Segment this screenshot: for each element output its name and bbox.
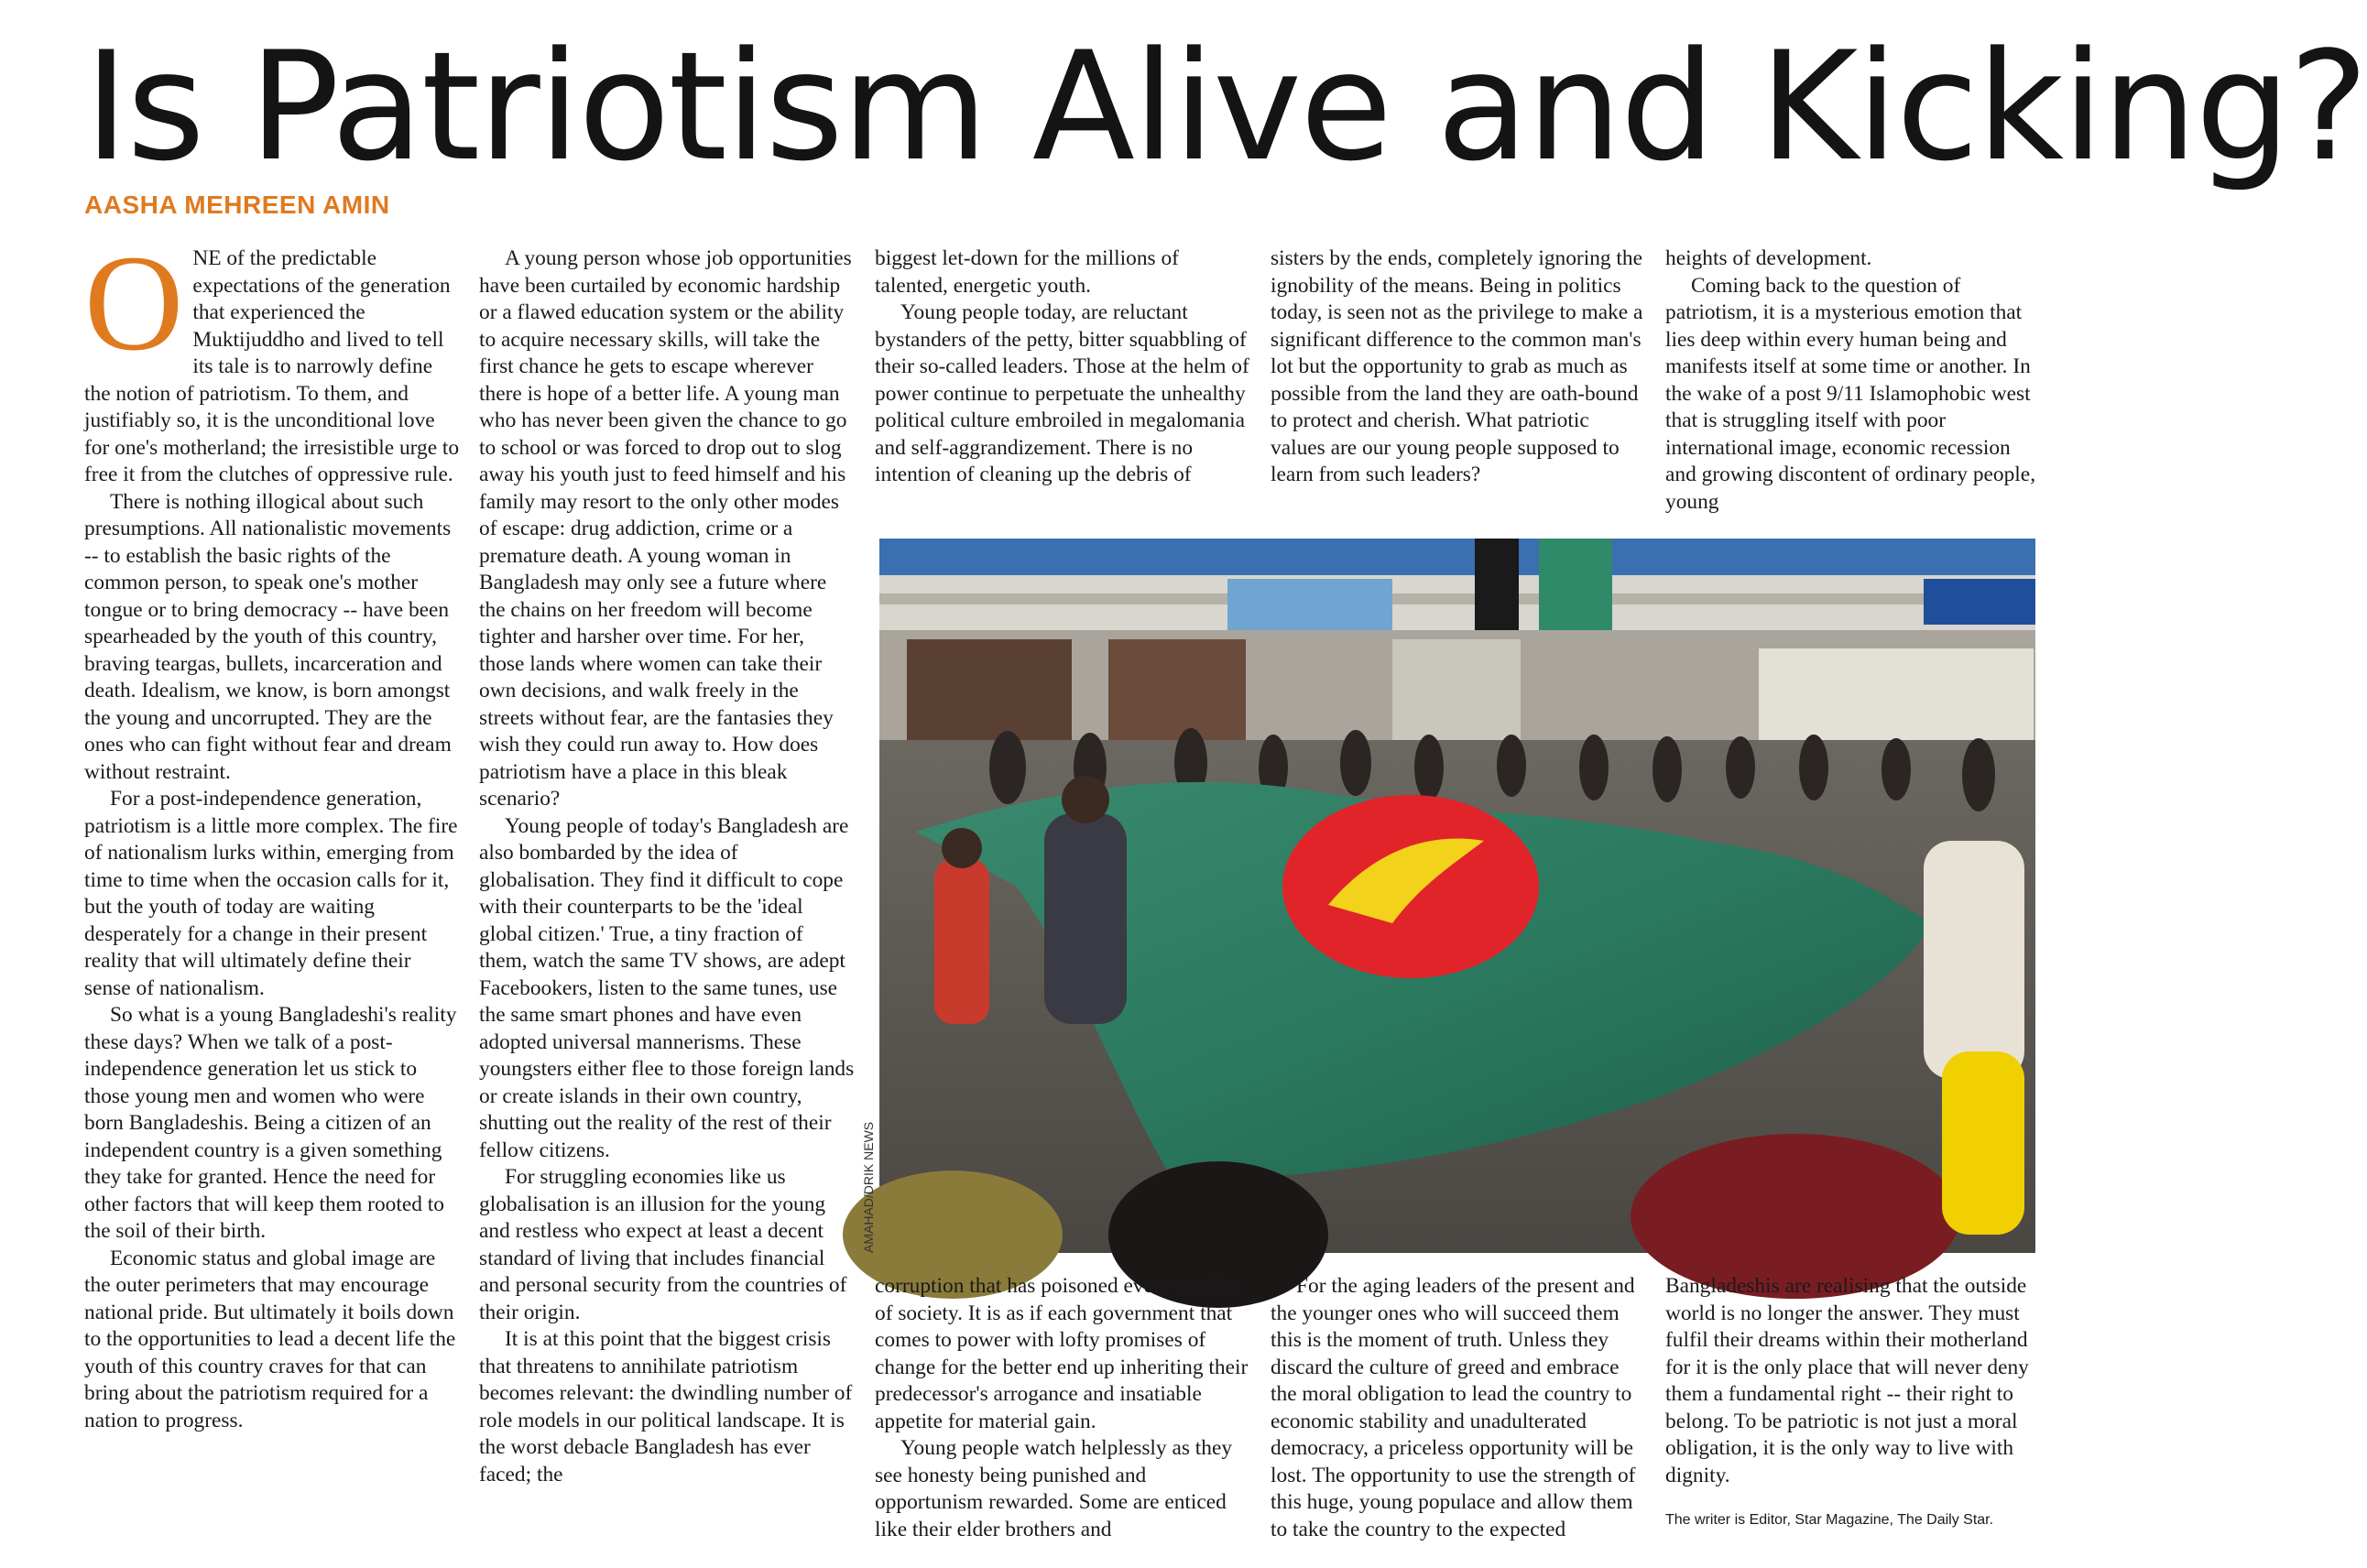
blue-signboard xyxy=(879,539,2035,575)
paragraph: corruption that has poisoned every crevice of society. It is as if each government that comes to power with lofty promises of change for the better end up inheriting their predecessor's arrogance and insatiable appetite for material gain. xyxy=(875,1274,1249,1433)
article-column-5-top xyxy=(1665,245,2043,520)
paragraph: There is nothing illogical about such presumptions. All nationalistic movements -- to establish the basic rights of the common person, to speak one's mother tongue or to bring democracy -- have been spearheaded by the youth of this country, braving teargas, bullets, incarceration and death. Idealism, we know, is born amongst the young and uncorrupted. They are the ones who can fight without fear and dream without restraint. xyxy=(84,489,452,784)
paragraph: biggest let-down for the millions of talented, energetic youth. xyxy=(875,246,1179,298)
paragraph: Young people today, are reluctant bystanders of the petty, bitter squabbling of their so-called leaders. Those at the helm of power continue to perpetuate the unhealthy political culture embroiled in megalomania and self-aggrandizement. There is no intention of cleaning up the debris of xyxy=(875,300,1249,486)
article-column-3-bottom xyxy=(875,1273,1250,1568)
flag-rally-photo xyxy=(879,539,2035,1253)
headline: Is Patriotism Alive and Kicking? xyxy=(84,19,2367,194)
paragraph: ONE of the predictable expectations of the generation that experienced the Muktijuddho and lived to tell its tale is to narrowly define the notion of patriotism. To them, and justifiably so, it is the unconditional love for one's motherland; the irresistible urge to free it from the clutches of oppressive rule. xyxy=(84,227,460,486)
article-column-2 xyxy=(479,245,855,1564)
paragraph: heights of development. xyxy=(1665,246,1872,270)
paragraph: sisters by the ends, completely ignoring the ignobility of the means. Being in politics today, is seen not as the privilege to make a significant difference to the common man's lot but the opportunity to grab as much as possible from the land they are oath-bound to protect and cherish. What patriotic values are our young people supposed to learn from such leaders? xyxy=(1271,246,1643,486)
photo-credit: AMAHAD/DRIK NEWS xyxy=(861,1121,876,1253)
paragraph: For struggling economies like us globalisation is an illusion for the young and restless who expect at least a decent standard of living that includes financial and personal security from the countries of their origin. xyxy=(479,1165,847,1324)
article-column-3-top xyxy=(875,245,1250,520)
paragraph: For the aging leaders of the present and the younger ones who will succeed them this is the moment of truth. Unless they discard the culture of greed and embrace the moral obligation to lead the country to economic stability and unadulterated democracy, a priceless opportunity will be lost. The opportunity to use the strength of this huge, young populace and allow them to take the country to the expected xyxy=(1271,1274,1636,1541)
byline: AASHA MEHREEN AMIN xyxy=(84,191,390,219)
writer-note: The writer is Editor, Star Magazine, The Daily Star. xyxy=(1665,1512,1994,1528)
shop-sign xyxy=(1227,579,1392,636)
paragraph: Young people of today's Bangladesh are also bombarded by the idea of globalisation. They find it difficult to cope with their counterparts to be the 'ideal global citizen.' True, a tiny fraction of them, watch the same TV shows, are adept Facebookers, listen to the same tunes, use the same smart phones and have even adopted universal mannerisms. These youngsters either flee to those foreign lands or create islands in their own country, shutting out the reality of the rest of their fellow citizens. xyxy=(479,813,855,1162)
paragraph: For a post-independence generation, patriotism is a little more complex. The fire of nationalism lurks within, emerging from time to time when the occasion calls for it, but the youth of today are waiting desperately for a change in their present reality that will ultimately define their sense of nationalism. xyxy=(84,787,458,1000)
paragraph: So what is a young Bangladeshi's reality these days? When we talk of a post-independence generation let us stick to those young men and women who were born Bangladeshis. Being a citizen of an independent country is a given something they take for granted. Hence the need for other factors that will keep them rooted to the soil of their birth. xyxy=(84,1003,457,1243)
paragraph: Young people watch helplessly as they see honesty being punished and opportunism rewarded. Some are enticed like their elder brothers and xyxy=(875,1436,1233,1541)
article-column-4-top xyxy=(1271,245,1646,520)
paragraph: Economic status and global image are the outer perimeters that may encourage national pride. But ultimately it boils down to the opportunities to lead a decent life the youth of this country craves for that can bring about the patriotism required for a nation to progress. xyxy=(84,1246,456,1432)
paragraph: A young person whose job opportunities have been curtailed by economic hardship or a flawed education system or the ability to acquire necessary skills, will take the first chance he gets to escape wherever there is hope of a better life. A young man who has never been given the chance to go to school or was forced to drop out to slog away his youth just to feed himself and his family may resort to the only other modes of escape: drug addiction, crime or a premature death. A young woman in Bangladesh may only see a future where the chains on her freedom will become tighter and harsher over time. For her, those lands where women can take their own decisions, and walk freely in the streets without fear, are the fantasies they wish they could run away to. How does patriotism have a place in this bleak scenario? xyxy=(479,246,852,811)
paragraph: It is at this point that the biggest crisis that threatens to annihilate patriotism becomes relevant: the dwindling number of role models in our political landscape. It is the worst debacle Bangladesh has ever faced; the xyxy=(479,1327,853,1486)
bank-sign xyxy=(1924,579,2035,625)
drop-cap: O xyxy=(84,227,184,379)
article-column-5-bottom xyxy=(1665,1273,2041,1568)
paragraph: Bangladeshis are realising that the outside world is no longer the answer. They must fulfil their dreams within their motherland for it is the only place that will never deny them a fundamental right -- their right to belong. To be patriotic is not just a moral obligation, it is the only way to live with dignity. xyxy=(1665,1274,2029,1487)
paragraph: Coming back to the question of patriotism, it is a mysterious emotion that lies deep within every human being and manifests itself at some time or another. In the wake of a post 9/11 Islamophobic west that is struggling itself with poor international image, economic recession and growing discontent of ordinary people, young xyxy=(1665,273,2036,514)
article-column-1 xyxy=(84,227,460,1564)
article-column-4-bottom xyxy=(1271,1273,1646,1568)
